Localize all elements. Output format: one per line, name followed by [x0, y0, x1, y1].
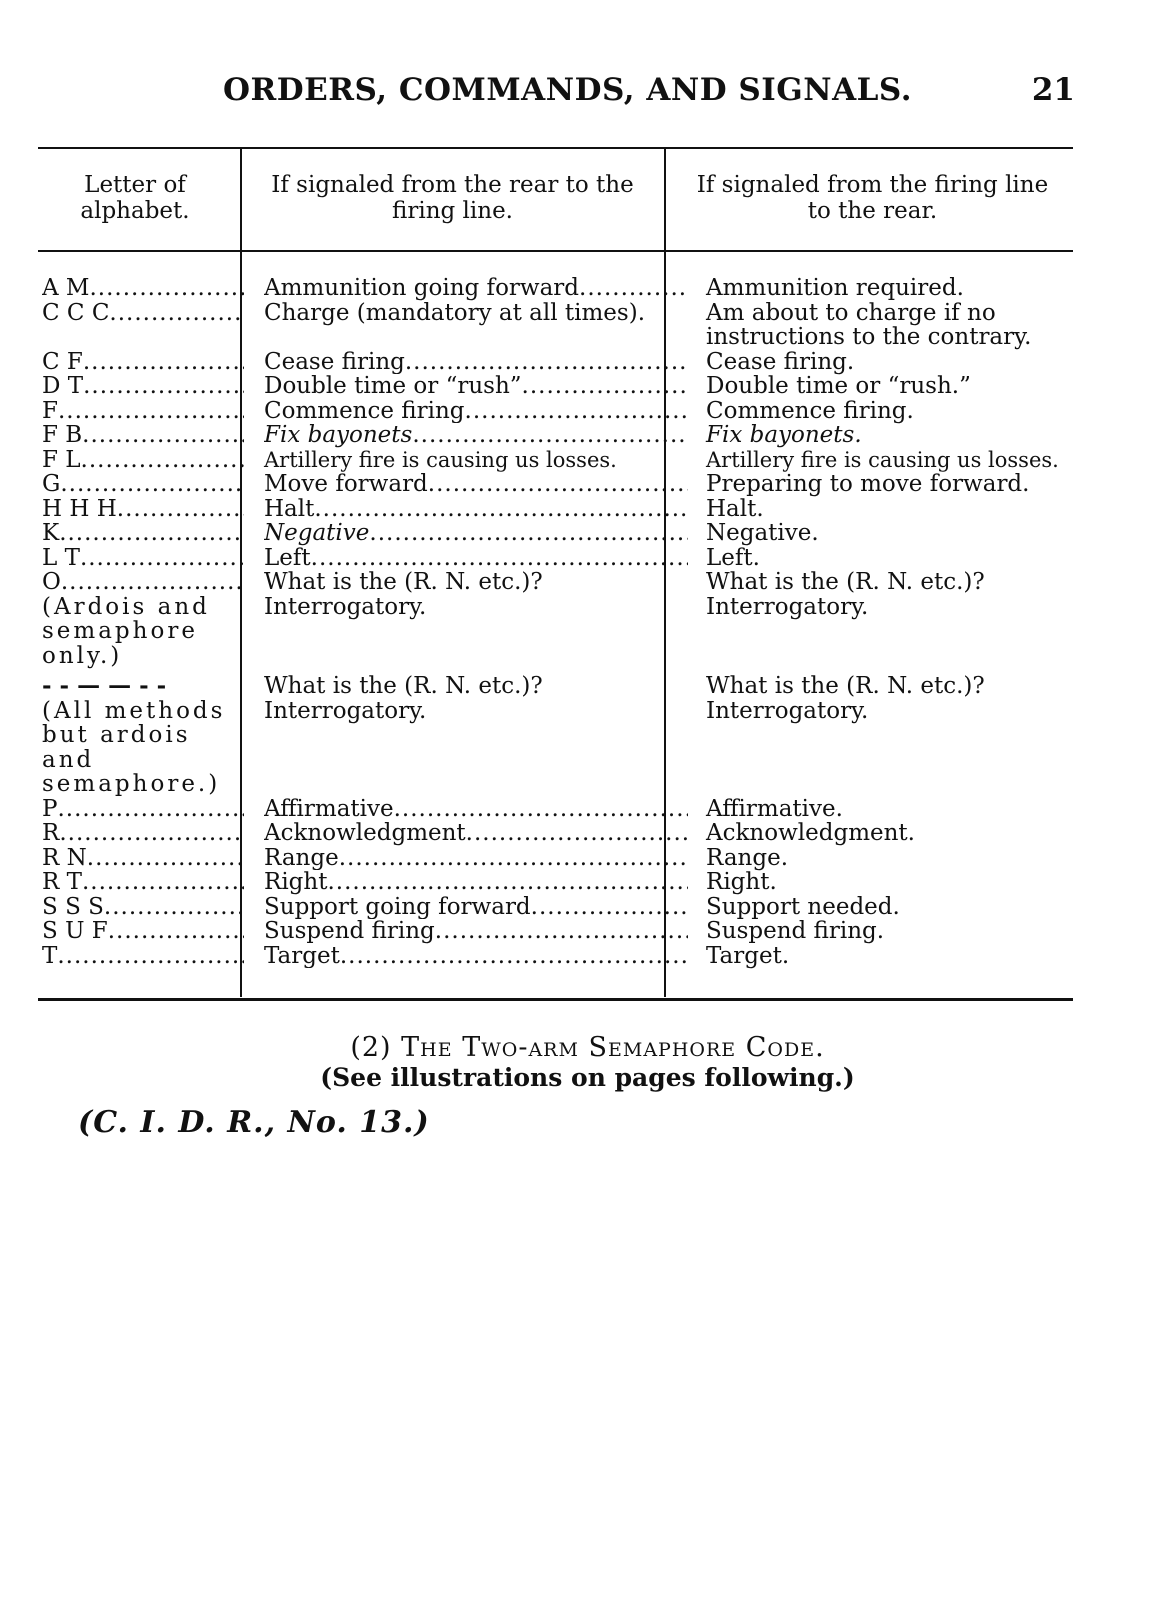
table-row — [38, 895, 1073, 920]
page-title: ORDERS, COMMANDS, AND SIGNALS. — [222, 72, 913, 108]
rear-meaning: Cease firing — [264, 349, 405, 374]
front-meaning: Range. — [706, 844, 789, 871]
signal-letter: K — [42, 521, 60, 546]
rear-meaning: Ammunition going forward — [264, 276, 580, 301]
rear-meaning: Charge (mandatory at all times). — [264, 299, 646, 326]
front-meaning: What is the (R. N. etc.)? Interrogatory. — [706, 673, 985, 724]
signal-letter: H H H — [42, 496, 117, 521]
signal-letter: T — [42, 943, 58, 968]
rear-meaning: Halt — [264, 496, 315, 521]
table-row — [38, 821, 1073, 846]
signal-letter: G — [42, 472, 61, 497]
front-meaning: Fix bayonets. — [706, 422, 862, 448]
rear-meaning: Move forward — [264, 472, 428, 497]
column-header-letter: Letter of alphabet. — [80, 172, 190, 224]
front-meaning: Target. — [706, 942, 790, 969]
rear-meaning: Double time or “rush” — [264, 374, 522, 399]
table-header-rule — [38, 250, 1073, 252]
signal-letter: L T — [42, 545, 80, 570]
front-meaning: Left. — [706, 544, 760, 571]
citation: (C. I. D. R., No. 13.) — [78, 1105, 430, 1140]
table-row — [38, 399, 1073, 424]
front-meaning: What is the (R. N. etc.)? Interrogatory. — [706, 569, 985, 620]
rear-meaning: Suspend firing — [264, 919, 435, 944]
signal-letter: R T — [42, 870, 82, 895]
signal-letter: C C C — [42, 300, 110, 325]
page-number: 21 — [1031, 72, 1075, 108]
signal-letter: - - — — - - — [42, 672, 167, 699]
signal-letter: S S S — [42, 894, 104, 919]
front-meaning: Suspend firing. — [706, 918, 885, 944]
table-row — [38, 521, 1073, 546]
table-row — [38, 797, 1073, 822]
front-meaning: Acknowledgment. — [706, 820, 915, 846]
signal-letter: R N — [42, 845, 87, 870]
rear-meaning: Artillery fire is causing us losses. — [264, 447, 617, 472]
front-meaning: Right. — [706, 869, 777, 895]
signal-letter-note: (Ardois and semaphore only.) — [42, 593, 210, 669]
table-row — [38, 870, 1073, 895]
page-header — [60, 72, 1075, 120]
rear-meaning: Support going forward — [264, 894, 531, 919]
table-row — [38, 350, 1073, 375]
table-row — [38, 423, 1073, 448]
front-meaning: Support needed. — [706, 893, 900, 920]
table-row — [38, 668, 1073, 797]
table-row — [38, 472, 1073, 497]
front-meaning: Preparing to move forward. — [706, 471, 1030, 497]
front-meaning: Artillery fire is causing us losses. — [706, 447, 1059, 472]
front-meaning: Halt. — [706, 495, 764, 522]
signal-table — [38, 276, 1073, 968]
rear-meaning: What is the (R. N. etc.)? Interrogatory. — [264, 673, 543, 724]
signal-letter: A M — [42, 276, 90, 301]
signal-letter: S U F — [42, 919, 108, 944]
signal-letter: O — [42, 570, 61, 595]
rear-meaning: Fix bayonets — [264, 423, 413, 448]
signal-letter: P — [42, 796, 58, 821]
table-row — [38, 570, 1073, 668]
rear-meaning: What is the (R. N. etc.)? Interrogatory. — [264, 569, 543, 620]
signal-letter: F L — [42, 447, 81, 472]
front-meaning: Negative. — [706, 520, 819, 546]
rear-meaning: Right — [264, 870, 328, 895]
front-meaning: Affirmative. — [706, 795, 843, 822]
front-meaning: Double time or “rush.” — [706, 373, 971, 399]
rear-meaning: Left — [264, 545, 311, 570]
table-bottom-rule — [38, 998, 1073, 1001]
signal-letter-note: (All methods but ardois and semaphore.) — [42, 697, 226, 797]
front-meaning: Commence firing. — [706, 397, 914, 424]
signal-letter: F B — [42, 423, 83, 448]
section-heading — [0, 1032, 1175, 1063]
table-top-rule — [38, 147, 1073, 149]
signal-letter: R — [42, 821, 60, 846]
signal-letter: D T — [42, 374, 84, 399]
column-header-front: If signaled from the firing line to the rear. — [696, 172, 1049, 224]
table-row — [38, 846, 1073, 871]
rear-meaning: Target — [264, 943, 340, 968]
rear-meaning: Commence firing — [264, 398, 465, 423]
column-header-rear: If signaled from the rear to the firing line. — [271, 172, 634, 224]
table-row — [38, 448, 1073, 473]
table-row — [38, 497, 1073, 522]
table-row — [38, 546, 1073, 571]
rear-meaning: Negative — [264, 521, 370, 546]
table-row — [38, 374, 1073, 399]
signal-letter: F — [42, 398, 58, 423]
front-meaning: Ammunition required. — [706, 275, 964, 301]
table-row — [38, 919, 1073, 944]
section-number: (2) — [350, 1032, 392, 1063]
section-subtitle: (See illustrations on pages following.) — [320, 1063, 855, 1092]
rear-meaning: Acknowledgment — [264, 821, 466, 846]
rear-meaning: Range — [264, 845, 339, 870]
table-row — [38, 944, 1073, 969]
table-row — [38, 276, 1073, 301]
front-meaning: Cease firing. — [706, 348, 855, 375]
front-meaning: Am about to charge if no instructions to the contrary. — [706, 299, 1032, 350]
signal-letter: C F — [42, 349, 83, 374]
table-row — [38, 301, 1073, 350]
section-title: The Two-arm Semaphore Code. — [401, 1032, 825, 1063]
rear-meaning: Affirmative — [264, 796, 394, 821]
